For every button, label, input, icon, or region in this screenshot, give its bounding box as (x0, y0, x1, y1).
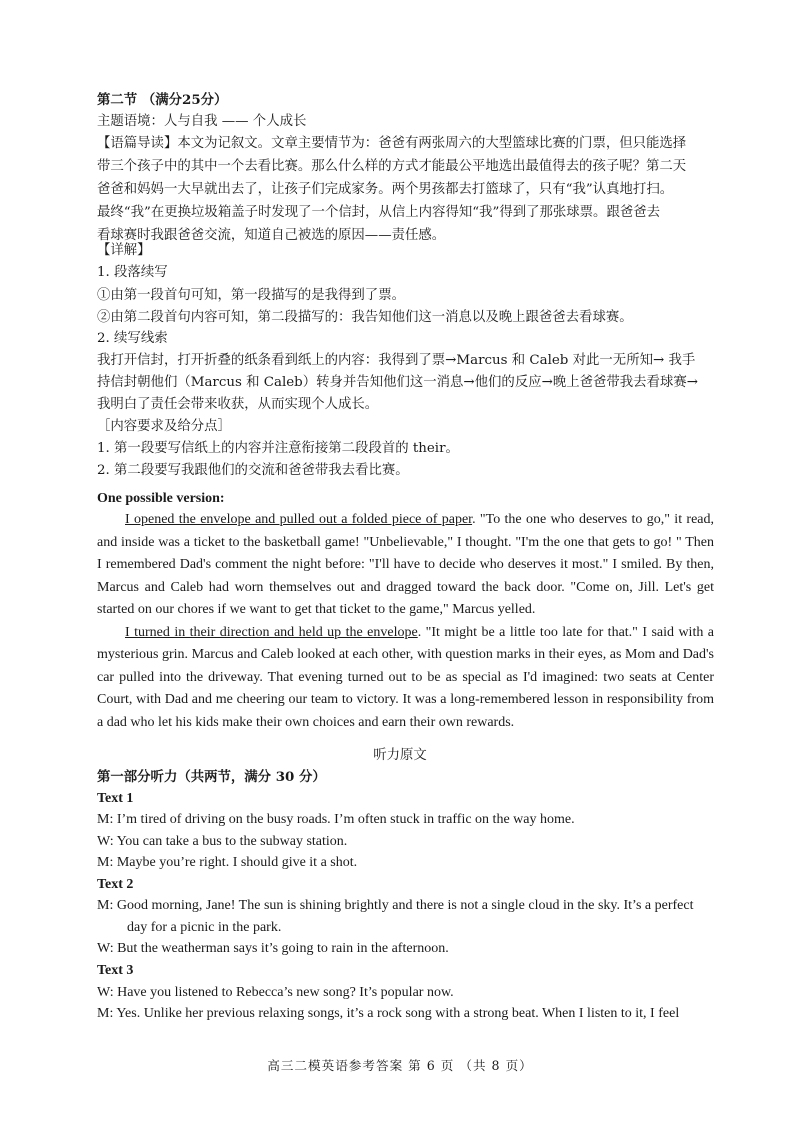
essay-text: . "It might be a little too late for that." I said with a mysterious grin. Marcus and Caleb looked at each other, with question marks in their eyes, as Mom and Dad's car pulled into the driveway. That evening turned out to be as special as I'd imagined: two seats at Center Court, with Dad and me cheering our team to victory. It was a long-remembered lesson in responsibility from a dad who let his kids make their own choices and earn their own rewards. (97, 624, 714, 730)
dialogue-line: M: Yes. Unlike her previous relaxing songs, it’s a rock song with a strong beat. When I listen to it, I feel (97, 1006, 680, 1021)
clue-line: 持信封朝他们（Marcus 和 Caleb）转身并告知他们这一消息→他们的反应→晚上爸爸带我去看球赛→ (97, 375, 698, 390)
section-title: 第二节 （满分25分） (97, 92, 228, 108)
clue-line: 我明白了责任会带来收获，从而实现个人成长。 (97, 397, 379, 412)
dialogue-line: W: You can take a bus to the subway station. (97, 834, 348, 849)
essay-paragraph (97, 509, 714, 622)
guide-line: 【语篇导读】本文为记叙文。文章主要情节为：爸爸有两张周六的大型篮球比赛的门票，但只能选择 (97, 136, 687, 151)
dialogue-line: M: Maybe you’re right. I should give it a shot. (97, 855, 358, 870)
paragraph-heading: 1. 段落续写 (97, 265, 168, 280)
dialogue-line: M: Good morning, Jane! The sun is shining brightly and there is not a single cloud in the sky. It’s a perfect (97, 898, 694, 913)
text-label: Text 1 (97, 791, 134, 806)
clue-heading: 2. 续写线索 (97, 331, 168, 346)
given-sentence: I opened the envelope and pulled out a folded piece of paper (125, 512, 473, 527)
requirement-item: 1. 第一段要写信纸上的内容并注意衔接第二段段首的 their。 (97, 441, 459, 456)
listening-title: 听力原文 (373, 748, 427, 763)
paragraph-item: ①由第一段首句可知，第一段描写的是我得到了票。 (97, 288, 405, 303)
essay-paragraph (97, 622, 714, 735)
dialogue-line: W: But the weatherman says it’s going to rain in the afternoon. (97, 941, 449, 956)
detail-heading: 【详解】 (97, 243, 151, 258)
dialogue-line-continued (97, 917, 717, 939)
given-sentence: I turned in their direction and held up the envelope (125, 624, 418, 640)
sample-essay (97, 509, 714, 734)
text-label: Text 3 (97, 963, 134, 978)
guide-line: 看球赛时我跟爸爸交流，知道自己被选的原因——责任感。 (97, 228, 446, 243)
requirement-item: 2. 第二段要写我跟他们的交流和爸爸带我去看比赛。 (97, 463, 409, 478)
theme-line: 主题语境：人与自我 —— 个人成长 (97, 114, 307, 129)
paragraph-item: ②由第二段首句内容可知，第二段描写的：我告知他们这一消息以及晚上跟爸爸去看球赛。 (97, 310, 633, 325)
dialogue-continuation: day for a picnic in the park. (127, 920, 282, 935)
guide-line: 爸爸和妈妈一大早就出去了，让孩子们完成家务。两个男孩都去打篮球了，只有“我”认真地打扫。 (97, 182, 674, 197)
listening-part-heading: 第一部分听力（共两节，满分 30 分） (97, 769, 326, 785)
guide-line: 带三个孩子中的其中一个去看比赛。那么什么样的方式才能最公平地选出最值得去的孩子呢？第二天 (97, 159, 687, 174)
text-label: Text 2 (97, 877, 134, 892)
dialogue-line: M: I’m tired of driving on the busy roads. I’m often stuck in traffic on the way home. (97, 812, 575, 827)
clue-line: 我打开信封，打开折叠的纸条看到纸上的内容：我得到了票→Marcus 和 Caleb 对此一无所知→ 我手 (97, 353, 696, 368)
requirements-heading: ［内容要求及给分点］ (97, 419, 231, 434)
essay-text: . "To the one who deserves to go," it read, and inside was a ticket to the basketball game! "Unbelievable," I thought. "I'm the one that gets to go! " Then I remembered Dad's comment the night before: "I'll have to decide who deserves it most." I smiled. By then, Marcus and Caleb had worn themselves out and dragged toward the back door. "Come on, Jill. Let's get started on our chores if we want to get that ticket to the game," Marcus yelled. (97, 512, 715, 617)
guide-line: 最终“我”在更换垃圾箱盖子时发现了一个信封，从信上内容得知“我”得到了那张球票。跟爸爸去 (97, 205, 661, 220)
version-heading: One possible version: (97, 491, 225, 506)
dialogue-line: W: Have you listened to Rebecca’s new song? It’s popular now. (97, 985, 454, 1000)
page-footer: 高三二模英语参考答案 第 6 页 （共 8 页） (267, 1058, 533, 1073)
